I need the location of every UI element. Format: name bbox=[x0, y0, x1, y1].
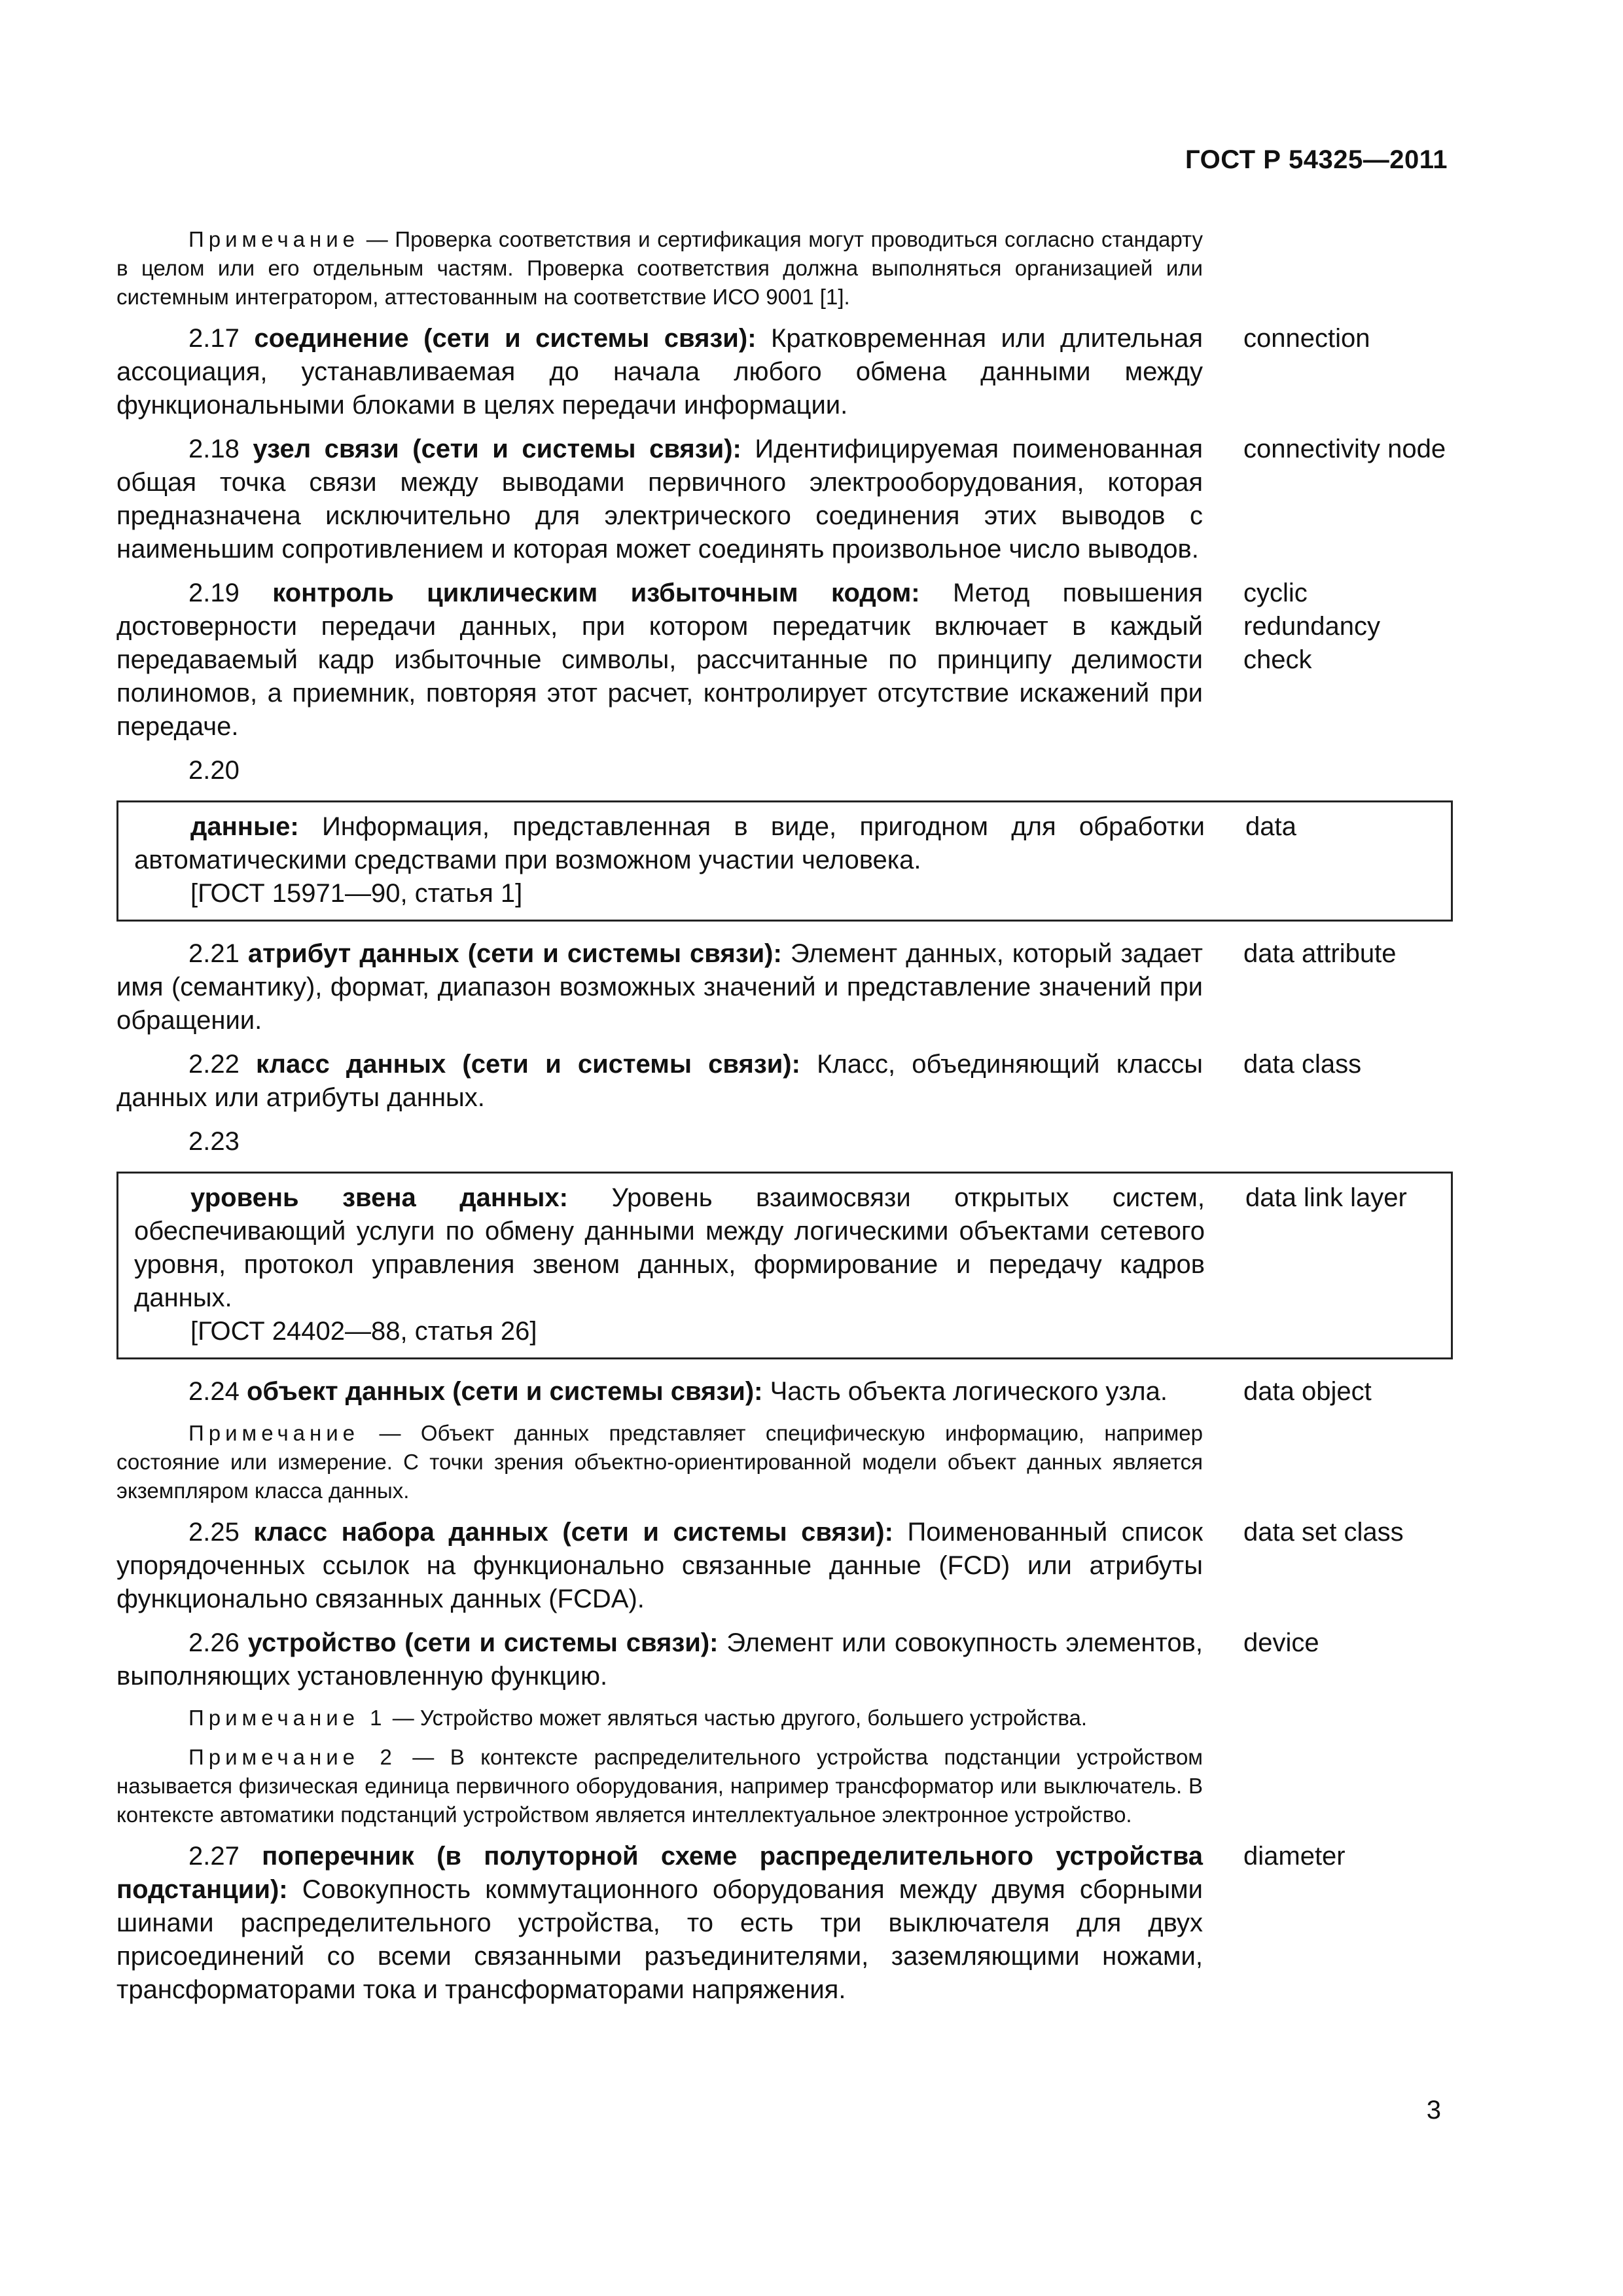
term-number: 2.27 bbox=[188, 1842, 240, 1871]
term-2-20-box bbox=[116, 800, 1453, 922]
note-text: — Проверка соответствия и сертификация могут проводиться согласно стандарту в целом или его отдельным частям. Проверка соответствия должна выполняться организацией или системным интегратором, аттестованным на соответствие ИСО 9001 [1]. bbox=[116, 227, 1203, 309]
term-english: diameter bbox=[1243, 1842, 1346, 1871]
term-definition: Совокупность коммутационного оборудования между двумя сборными шинами распределительного устройства, то есть три выключателя для двух присоединений со всеми связанными разъединителями, заземляющими ножами, трансформаторами тока и трансформаторами напряжения. bbox=[116, 1875, 1203, 2004]
note-top bbox=[116, 225, 1449, 312]
term-number: 2.22 bbox=[188, 1050, 240, 1079]
term-english: cyclic redundancy check bbox=[1243, 579, 1381, 674]
term-name: поперечник (в полуторной схеме распределительного устройства подстанции): bbox=[116, 1842, 1203, 1904]
note-text: — В контексте распределительного устройства подстанции устройством называется физическая единица первичного оборудования, например трансформатор или выключатель. В контексте автоматики подстанций устройством является интеллектуальное электронное устройство. bbox=[116, 1745, 1203, 1827]
document-header: ГОСТ Р 54325—2011 bbox=[1185, 145, 1448, 174]
note-label: Примечание 1 bbox=[188, 1706, 387, 1730]
term-definition: Поименованный список упорядоченных ссылок на функционально связанные данные (FCD) или атрибуты функционально связанных данных (FCDA). bbox=[116, 1518, 1203, 1613]
term-number: 2.21 bbox=[188, 939, 240, 968]
note-text: — Устройство может являться частью другого, большего устройства. bbox=[386, 1706, 1088, 1730]
term-english: device bbox=[1243, 1628, 1319, 1657]
term-2-24 bbox=[116, 1375, 1449, 1408]
term-name: данные: bbox=[190, 812, 299, 841]
term-2-17 bbox=[116, 322, 1449, 422]
term-2-21 bbox=[116, 937, 1449, 1037]
note-label: Примечание bbox=[188, 227, 360, 251]
term-name: узел связи (сети и системы связи): bbox=[253, 435, 741, 463]
term-definition: Класс, объединяющий классы данных или атрибуты данных. bbox=[116, 1050, 1203, 1112]
term-number-2-20: 2.20 bbox=[188, 756, 240, 785]
term-english: data attribute bbox=[1243, 939, 1397, 968]
term-english: data object bbox=[1243, 1377, 1372, 1406]
term-name: объект данных (сети и системы связи): bbox=[246, 1377, 763, 1406]
note-2-24 bbox=[116, 1419, 1449, 1505]
term-2-26 bbox=[116, 1626, 1449, 1693]
term-source: [ГОСТ 15971—90, статья 1] bbox=[190, 879, 523, 908]
note-2-26-1 bbox=[116, 1704, 1449, 1732]
term-english: connection bbox=[1243, 324, 1370, 353]
term-number: 2.25 bbox=[188, 1518, 240, 1547]
term-name: устройство (сети и системы связи): bbox=[247, 1628, 719, 1657]
term-number: 2.24 bbox=[188, 1377, 240, 1406]
note-label: Примечание 2 bbox=[188, 1745, 397, 1769]
term-english: data set class bbox=[1243, 1518, 1404, 1547]
term-name: класс набора данных (сети и системы связи): bbox=[253, 1518, 893, 1547]
term-source: [ГОСТ 24402—88, статья 26] bbox=[190, 1317, 537, 1346]
term-name: уровень звена данных: bbox=[190, 1183, 568, 1212]
note-label: Примечание bbox=[188, 1421, 360, 1445]
term-number: 2.17 bbox=[188, 324, 240, 353]
term-definition: Элемент или совокупность элементов, выполняющих установленную функцию. bbox=[116, 1628, 1203, 1691]
term-name: контроль циклическим избыточным кодом: bbox=[272, 579, 920, 607]
term-english: connectivity node bbox=[1243, 435, 1446, 463]
note-text: — Объект данных представляет специфическую информацию, например состояние или измерение. С точки зрения объектно-ориентированной модели объект данных является экземпляром класса данных. bbox=[116, 1421, 1203, 1503]
term-definition: Элемент данных, который задает имя (семантику), формат, диапазон возможных значений и представление значений при обращении. bbox=[116, 939, 1203, 1035]
term-definition: Метод повышения достоверности передачи данных, при котором передатчик включает в каждый передаваемый кадр избыточные символы, рассчитанные по принципу делимости полиномов, а приемник, повторяя этот расчет, контролирует отсутствие искажений при передаче. bbox=[116, 579, 1203, 741]
term-definition: Идентифицируемая поименованная общая точка связи между выводами первичного электрооборудования, которая предназначена исключительно для электрического соединения этих выводов с наименьшим сопротивлением и которая может соединять произвольное число выводов. bbox=[116, 435, 1203, 564]
term-definition: Кратковременная или длительная ассоциация, устанавливаемая до начала любого обмена данными между функциональными блоками в целях передачи информации. bbox=[116, 324, 1203, 420]
term-number-2-23: 2.23 bbox=[188, 1127, 240, 1156]
page-content bbox=[116, 225, 1449, 2017]
term-name: класс данных (сети и системы связи): bbox=[256, 1050, 800, 1079]
term-number: 2.19 bbox=[188, 579, 240, 607]
term-2-23-box bbox=[116, 1172, 1453, 1359]
term-english: data bbox=[1245, 812, 1296, 841]
term-definition: Часть объекта логического узла. bbox=[762, 1377, 1168, 1406]
term-2-25 bbox=[116, 1516, 1449, 1616]
page-number: 3 bbox=[1426, 2096, 1441, 2125]
term-2-22 bbox=[116, 1048, 1449, 1115]
term-definition: Информация, представленная в виде, пригодном для обработки автоматическими средствами при возможном участии человека. bbox=[134, 812, 1205, 874]
term-name: атрибут данных (сети и системы связи): bbox=[247, 939, 782, 968]
term-definition: Уровень взаимосвязи открытых систем, обеспечивающий услуги по обмену данными между логическими объектами сетевого уровня, протокол управления звеном данных, формирование и передачу кадров данных. bbox=[134, 1183, 1205, 1312]
note-2-26-2 bbox=[116, 1743, 1449, 1829]
term-number: 2.18 bbox=[188, 435, 240, 463]
term-2-18 bbox=[116, 433, 1449, 566]
term-name: соединение (сети и системы связи): bbox=[254, 324, 757, 353]
term-english: data class bbox=[1243, 1050, 1362, 1079]
term-2-27 bbox=[116, 1840, 1449, 2007]
term-2-19 bbox=[116, 577, 1449, 744]
term-number: 2.26 bbox=[188, 1628, 240, 1657]
term-english: data link layer bbox=[1245, 1183, 1407, 1212]
